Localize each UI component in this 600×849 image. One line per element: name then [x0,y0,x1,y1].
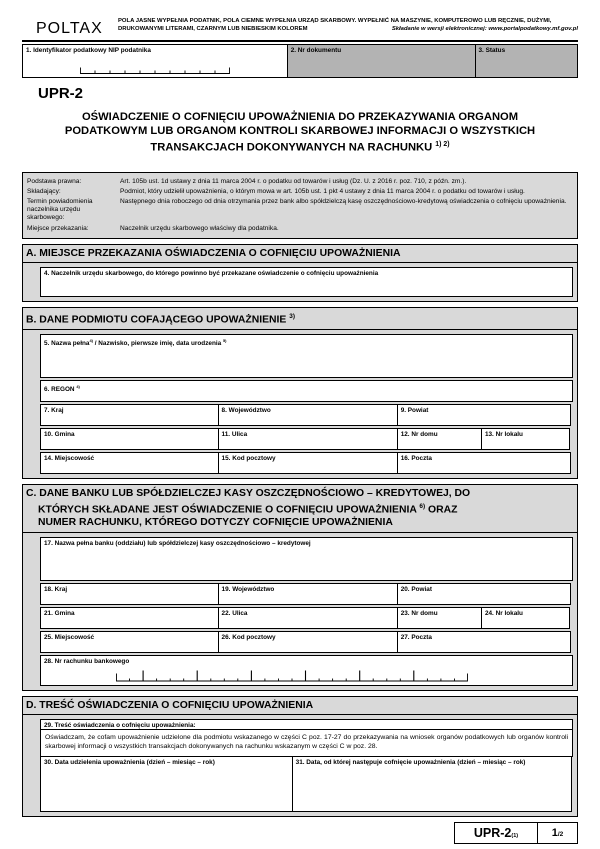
field-7-label: 7. Kraj [44,407,64,415]
legal-text: Następnego dnia roboczego od dnia otrzymania przez bank albo spółdzielczą kasę oszczędnościowo-kredytową oświadczenia o cofnięciu upoważnienia. [120,197,567,205]
document-number-field [287,45,475,77]
section-c-header [23,485,577,532]
field-5-nazwa-pelna-input[interactable] [40,334,573,378]
field-28-nr-rachunku-input[interactable] [40,655,573,686]
field-11-ulica-input[interactable] [218,428,398,450]
form-title-line-2: PODATKOWYM LUB ORGANOM KONTROLI SKARBOWEJ INFORMACJI O WSZYSTKICH [64,124,536,137]
field-25-miejscowosc-input[interactable] [40,631,219,653]
section-d [22,696,578,817]
field-4-label: 4. Naczelnik urzędu skarbowego, do którego powinno być przekazane oświadczenie o cofnięciu upoważnienia [44,270,379,278]
section-c-title-line-2: KTÓRYCH SKŁADANE JEST OŚWIADCZENIE O COFNIĘCIU UPOWAŻNIENIA $^{6)}$ ORAZ [38,502,458,516]
section-c-title-line-3: NUMER RACHUNKU, KTÓREGO DOTYCZY COFNIĘCIE UPOWAŻNIENIA [38,517,393,529]
status-label: 3. Status [478,47,506,54]
legal-label: Miejsce przekazania: [27,224,89,232]
section-b [22,307,578,479]
field-14-label: 14. Miejscowość [44,455,95,463]
field-26-label: 26. Kod pocztowy [221,633,276,641]
field-23-nr-domu-input[interactable] [397,607,482,629]
field-22-label: 22. Ulica [221,609,248,617]
instructions-line-1: POLA JASNE WYPEŁNIA PODATNIK, POLA CIEMNE WYPEŁNIA URZĄD SKARBOWY. WYPEŁNIĆ NA MASZYNIE, KOMPUTEROWO LUB RĘCZNIE, DUŻYMI, [118,18,552,24]
declaration-text-box [40,729,573,756]
form-title [22,111,578,156]
field-13-label: 13. Nr lokalu [484,431,523,439]
section-c [22,484,578,690]
field-12-label: 12. Nr domu [400,431,438,439]
field-20-label: 20. Powiat [400,585,432,593]
field-11-label: 11. Ulica [221,431,248,439]
field-15-kod-pocztowy-input[interactable] [218,452,398,474]
nip-comb-ruler [80,64,230,74]
field-22-ulica-input[interactable] [218,607,398,629]
account-number-comb-ruler [116,670,468,682]
field-27-poczta-input[interactable] [397,631,571,653]
field-15-label: 15. Kod pocztowy [221,455,276,463]
document-number-label: 2. Nr dokumentu [290,47,342,54]
field-6-label: 6. REGON $^{4)}$ [44,384,80,394]
field-7-kraj-input[interactable] [40,404,219,426]
legal-row-termin [27,198,573,223]
field-14-miejscowosc-input[interactable] [40,452,219,474]
field-31-data-cofniecia-input[interactable] [292,756,572,812]
field-18-kraj-input[interactable] [40,583,219,605]
field-13-nr-lokalu-input[interactable] [481,428,570,450]
section-a-header: A. MIEJSCE PRZEKAZANIA OŚWIADCZENIA O COFNIĘCIU UPOWAŻNIENIA [23,245,577,264]
field-4-naczelnik-input[interactable] [40,267,573,297]
field-25-label: 25. Miejscowość [44,633,95,641]
legal-text: Naczelnik urzędu skarbowego właściwy dla podatnika. [120,224,279,232]
field-30-label: 30. Data udzielenia upoważnienia (dzień – miesiąc – rok) [44,758,215,766]
nip-field-label: 1. Identyfikator podatkowy NIP podatnika [26,47,151,54]
footer-form-version: (1) [511,832,519,839]
field-21-label: 21. Gmina [44,609,75,617]
footer-page-number: 1 /2 [538,822,578,844]
legal-label: Podstawa prawna: [27,177,82,185]
field-24-label: 24. Nr lokalu [484,609,523,617]
legal-text: Art. 105b ust. 1d ustawy z dnia 11 marca 2004 r. o podatku od towarów i usług (Dz. U. z 2016 r. poz. 710, z późn. zm.). [120,177,467,185]
field-23-label: 23. Nr domu [400,609,438,617]
form-code-heading: UPR-2 [38,85,84,102]
legal-row-skladajacy [27,188,573,196]
efiling-note: Składanie w wersji elektronicznej: www.portalpodatkowy.mf.gov.pl [391,25,578,32]
section-c-title-line-1: C. DANE BANKU LUB SPÓŁDZIELCZEJ KASY OSZCZĘDNOŚCIOWO – KREDYTOWEJ, DO [26,488,471,500]
status-field [475,45,577,77]
section-b-footnote-ref: 3) [289,313,295,321]
legal-basis-box [22,172,578,239]
section-b-header: B. DANE PODMIOTU COFAJĄCEGO UPOWAŻNIENIE $^{3)}$ [23,308,577,330]
field-9-label: 9. Powiat [400,407,429,415]
field-16-poczta-input[interactable] [397,452,571,474]
form-footer [22,822,578,844]
field-17-label: 17. Nazwa pełna banku (oddziału) lub spółdzielczej kasy oszczędnościowo – kredytowej [44,539,311,547]
field-6-regon-input[interactable] [40,380,573,402]
field-20-powiat-input[interactable] [397,583,571,605]
nip-field[interactable] [23,45,287,77]
field-12-nr-domu-input[interactable] [397,428,482,450]
title-footnote-refs: 1) 2) [435,141,450,149]
field-24-nr-lokalu-input[interactable] [481,607,570,629]
field-8-wojewodztwo-input[interactable] [218,404,398,426]
legal-row-podstawa [27,178,573,186]
field-5-label: 5. Nazwa pełna$^{4)}$ / Nazwisko, pierwsze imię, data urodzenia $^{5)}$ [44,338,227,348]
instructions-line-2: DRUKOWANYMI LITERAMI, CZARNYM LUB NIEBIESKIM KOLOREM [118,25,308,32]
field-21-gmina-input[interactable] [40,607,219,629]
section-c-footnote-ref: 6) [419,502,426,510]
field-30-data-udzielenia-input[interactable] [40,756,293,812]
field-18-label: 18. Kraj [44,585,68,593]
field-27-label: 27. Poczta [400,633,432,641]
field-10-gmina-input[interactable] [40,428,219,450]
field-16-label: 16. Poczta [400,455,432,463]
field-19-wojewodztwo-input[interactable] [218,583,398,605]
legal-label: Składający: [27,187,61,195]
masthead [22,18,578,38]
form-title-line-3: TRANSAKCJACH DOKONYWANYCH NA RACHUNKU $^{1) 2)}$ [150,141,450,154]
field-26-kod-pocztowy-input[interactable] [218,631,398,653]
field-10-label: 10. Gmina [44,431,75,439]
section-d-header: D. TREŚĆ OŚWIADCZENIA O COFNIĘCIU UPOWAŻNIENIA [23,697,577,716]
section-a [22,244,578,303]
field-19-label: 19. Województwo [221,585,275,593]
field-31-label: 31. Data, od której następuje cofnięcie upoważnienia (dzień – miesiąc – rok) [295,758,526,766]
form-title-line-1: OŚWIADCZENIE O COFNIĘCIU UPOWAŻNIENIA DO PRZEKAZYWANIA ORGANOM [81,111,519,123]
footer-form-code: UPR-2 (1) [454,822,538,844]
legal-label: Termin powiadomienia naczelnika urzędu skarbowego: [27,197,93,222]
filling-instructions [118,18,578,33]
field-8-label: 8. Województwo [221,407,271,415]
poltax-logo: POLTAX [36,20,103,37]
legal-row-miejsce [27,225,573,233]
field-29-label: 29. Treść oświadczenia o cofnięciu upoważnienia: [44,722,196,730]
id-fields-row [22,45,578,78]
field-9-powiat-input[interactable] [397,404,571,426]
declaration-text: Oświadczam, że cofam upoważnienie udzielone dla podmiotu wskazanego w części C poz. 17-27 do przekazywania na wniosek organów podatkowych lub organów kontroli skarbowej informacji o wszystkich transakcjach dokonywanych na rachunku wskazanym w części C w poz. 28. [45,734,568,751]
field-28-label: 28. Nr rachunku bankowego [44,657,130,665]
field-17-nazwa-banku-input[interactable] [40,537,573,581]
legal-text: Podmiot, który udzielił upoważnienia, o którym mowa w art. 105b ust. 1 pkt 4 ustawy z dnia 11 marca 2004 r. o podatku od towarów i usług. [120,187,525,195]
